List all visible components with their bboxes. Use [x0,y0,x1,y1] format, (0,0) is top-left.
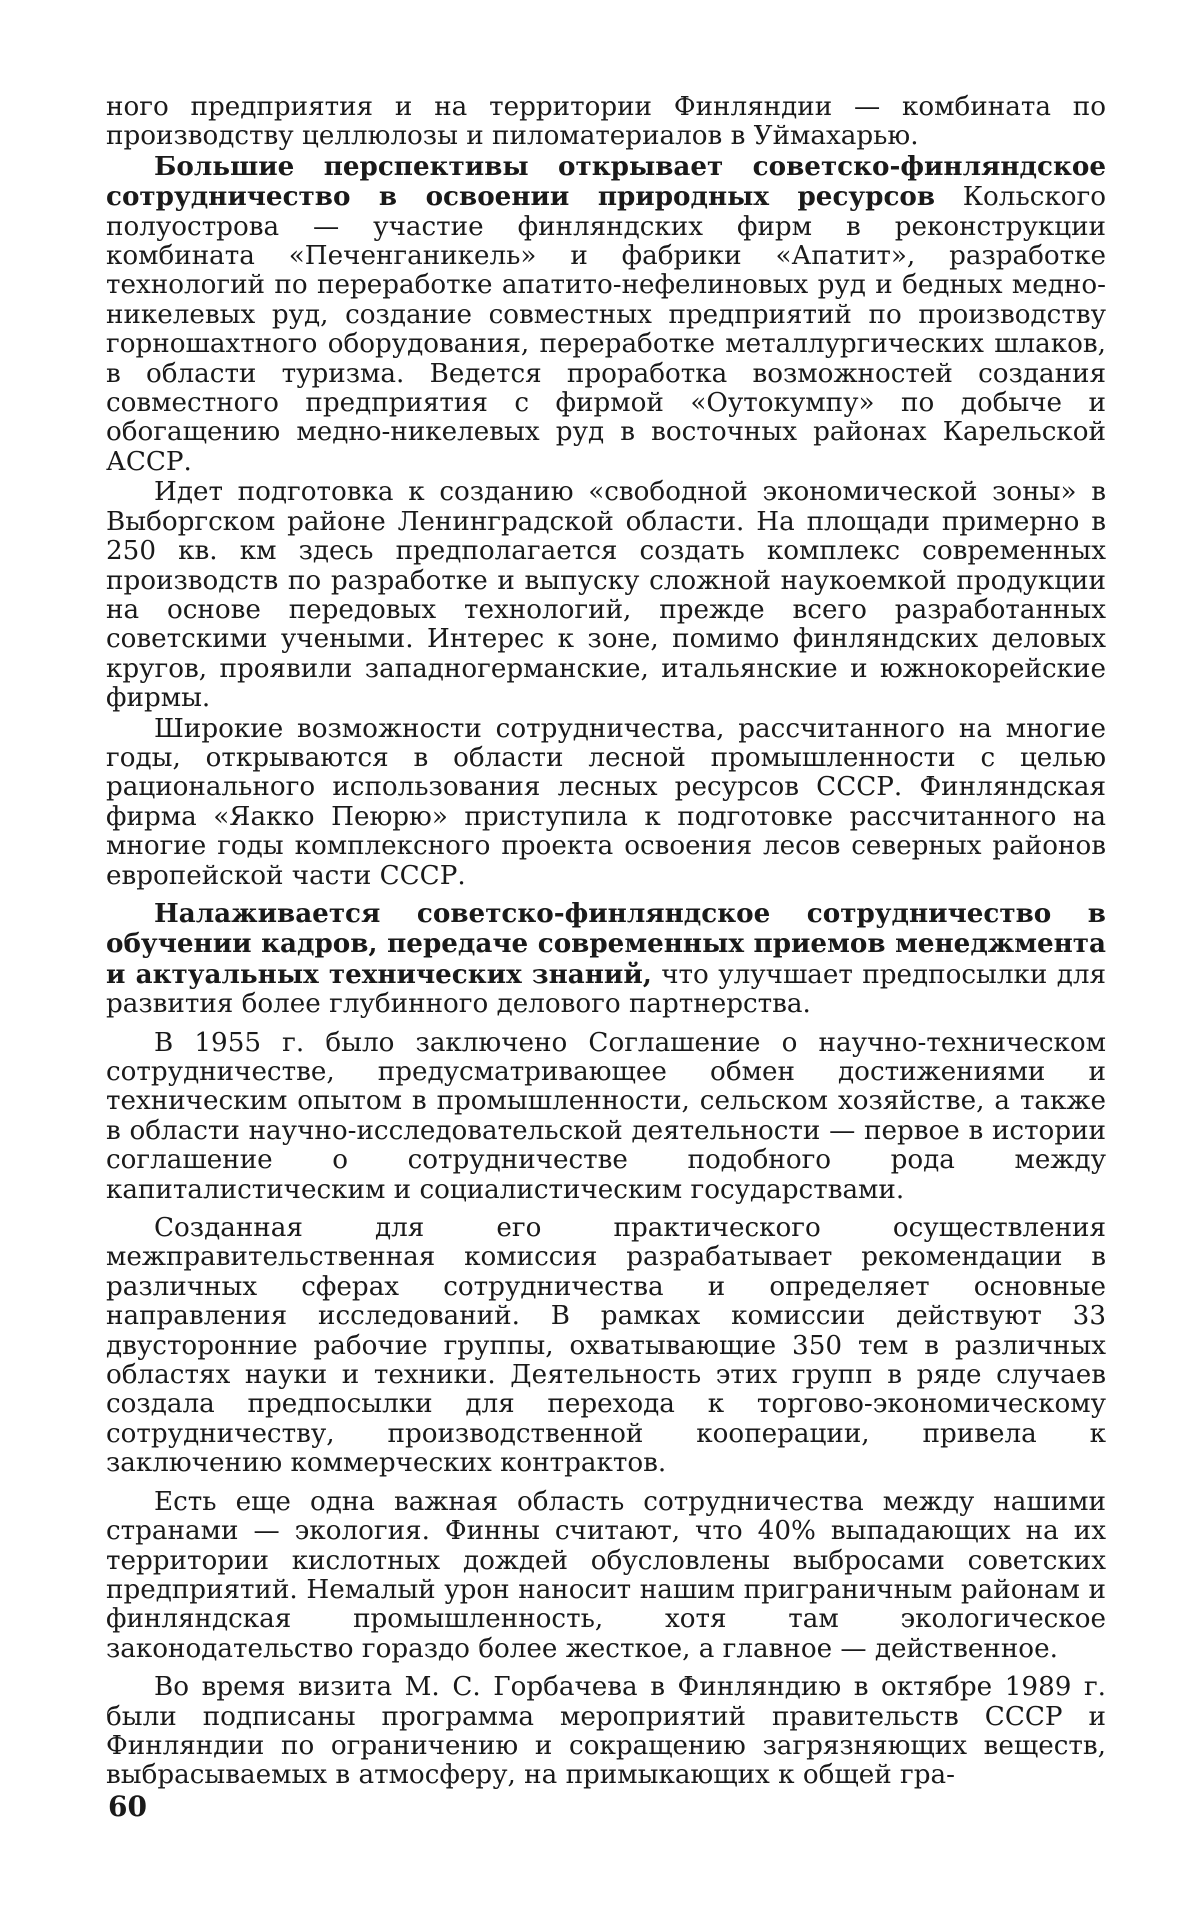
paragraph-2-lead: Большие перспективы открывает советско-финляндское сотрудничество в освоении природных ресурсов [106,150,1106,213]
page-number: 60 [108,1790,147,1823]
paragraph-2 [106,152,1106,477]
paragraph-6-text: В 1955 г. было заключено Соглашение о научно-техническом сотрудничестве, предусматривающее обмен достижениями и техническим опытом в промышленности, сельском хозяйстве, а также в области научно-исследовательской деятельности — первое в истории соглашение о сотрудничестве подобного рода между капиталистическим и социалистическим государствами. [106,1027,1106,1205]
paragraph-5-lead: Налаживается советско-финляндское сотрудничество в обучении кадров, передаче современных приемов менеджмента и актуальных технических знаний, [106,897,1106,990]
paragraph-1 [106,92,1106,152]
paragraph-3 [106,477,1106,713]
paragraph-5-text: что улучшает предпосылки для развития более глубинного делового партнерства. [106,959,1106,1020]
paragraph-9 [106,1672,1106,1791]
paragraph-9-text: Во время визита М. С. Горбачева в Финляндию в октябре 1989 г. были подписаны программа мероприятий правительств СССР и Финляндии по ограничению и сокращению загрязняющих веществ, выбрасываемых в атмосферу, на примыкающих к общей гра- [106,1672,1106,1791]
paragraph-2-text: Кольского полуострова — участие финляндских фирм в реконструкции комбината «Печенганикель» и фабрики «Апатит», разработке технологий по переработке апатито-нефелиновых руд и бедных медно-никелевых руд, создание совместных предприятий по производству горношахтного оборудования, переработке металлургических шлаков, в области туризма. Ведется проработка возможностей создания совместного предприятия с фирмой «Оутокумпу» по добыче и обогащению медно-никелевых руд в восточных районах Карельской АССР. [106,182,1106,477]
paragraph-6 [106,1028,1106,1205]
paragraph-8-text: Есть еще одна важная область сотрудничества между нашими странами — экология. Финны считают, что 40% выпадающих на их территории кислотных дождей обусловлены выбросами советских предприятий. Немалый урон наносит нашим приграничным районам и финляндская промышленность, хотя там экологическое законодательство гораздо более жесткое, а главное — действенное. [106,1486,1106,1664]
page-body [106,92,1106,1791]
paragraph-1-text: ного предприятия и на территории Финляндии — комбината по производству целлюлозы и пиломатериалов в Уймахарью. [106,92,1106,152]
paragraph-3-text: Идет подготовка к созданию «свободной экономической зоны» в Выборгском районе Ленинградской области. На площади примерно в 250 кв. км здесь предполагается создать комплекс современных производств по разработке и выпуску сложной наукоемкой продукции на основе передовых технологий, прежде всего разработанных советскими учеными. Интерес к зоне, помимо финляндских деловых кругов, проявили западногерманские, итальянские и южнокорейские фирмы. [106,477,1106,714]
paragraph-5 [106,899,1106,1020]
paragraph-4-text: Широкие возможности сотрудничества, рассчитанного на многие годы, открываются в области лесной промышленности с целью рационального использования лесных ресурсов СССР. Финляндская фирма «Яакко Пеюрю» приступила к подготовке рассчитанного на многие годы комплексного проекта освоения лесов северных районов европейской части СССР. [106,713,1106,891]
paragraph-7 [106,1213,1106,1479]
paragraph-8 [106,1487,1106,1664]
paragraph-4 [106,714,1106,891]
paragraph-7-text: Созданная для его практического осуществления межправительственная комиссия разрабатывает рекомендации в различных сферах сотрудничества и определяет основные направления исследований. В рамках комиссии действуют 33 двусторонние рабочие группы, охватывающие 350 тем в различных областях науки и техники. Деятельность этих групп в ряде случаев создала предпосылки для перехода к торгово-экономическому сотрудничеству, производственной кооперации, привела к заключению коммерческих контрактов. [106,1213,1106,1479]
